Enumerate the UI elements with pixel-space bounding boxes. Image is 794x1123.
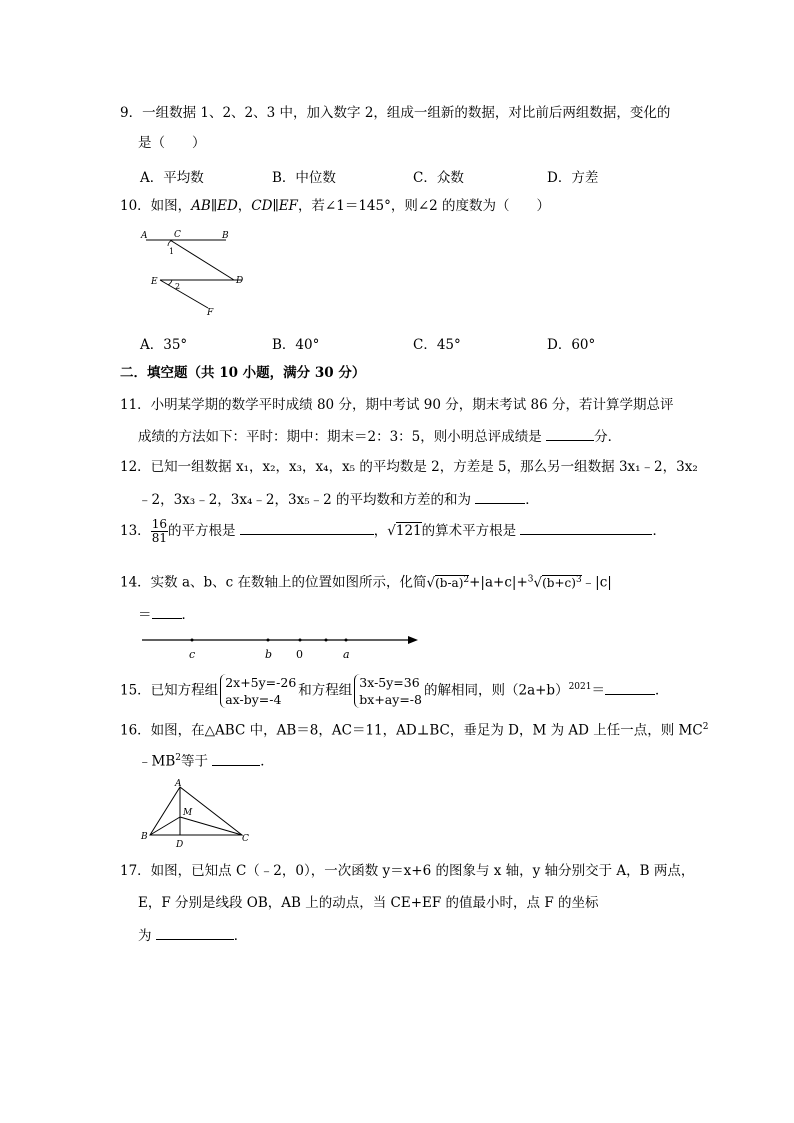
q9-option-b: B．中位数: [272, 170, 336, 186]
q16-line2: [138, 749, 274, 771]
q13-denominator: 81: [151, 531, 167, 545]
triangle-abc: [150, 787, 242, 835]
label-a: a: [343, 648, 350, 660]
label-e: E: [151, 277, 158, 287]
q9-option-c: C．众数: [413, 170, 464, 186]
label-m: M: [183, 808, 193, 818]
q15-mid: 和方程组: [298, 682, 353, 699]
q14-end: ．: [181, 607, 195, 623]
q15-sys2-eq2: bx+ay=-8: [359, 692, 422, 707]
q15-line: [120, 667, 668, 711]
label-angle-1: 1: [169, 247, 175, 256]
q14-cbrt: $^3√(b+c)^3$: [527, 574, 582, 591]
q16-line1: [120, 718, 708, 740]
q15-end: ．: [654, 682, 669, 699]
q14-equals: ＝: [138, 607, 152, 623]
q17-line3: [138, 925, 247, 945]
label-f: F: [207, 308, 214, 318]
q17-line2: E，F 分别是线段 OB，AB 上的动点，当 CE+EF 的值最小时，点 F 的坐标: [138, 895, 599, 911]
q16-line2-text: ﹣MB: [138, 753, 176, 770]
q15-exponent: 2021: [568, 682, 592, 692]
q17-line3-text: 为: [138, 928, 152, 944]
q16-figure: [138, 777, 258, 849]
point-a: [345, 639, 348, 642]
label-b: B: [222, 231, 229, 241]
q16-line2-text-2: 等于: [180, 753, 208, 770]
q14-number-line: [140, 630, 430, 660]
q10-figure: [138, 226, 258, 320]
q10-parallel-2: ∥: [272, 198, 279, 214]
q15-sys1-eq1: 2x+5y=-26: [225, 675, 297, 690]
label-b: B: [141, 832, 148, 842]
q14-answer-blank: [152, 604, 182, 619]
q14-line1: [120, 567, 612, 595]
angle-1-arc: [168, 240, 174, 246]
q13-end: ．: [652, 523, 666, 539]
q10-prefix: 10．如图，: [120, 198, 192, 214]
q14-sqrt-inner: (b-a): [435, 575, 464, 590]
q10-ed: ED: [217, 198, 238, 214]
q10-option-c: C．45°: [413, 337, 461, 353]
q13-radicand: 121: [395, 523, 422, 539]
label-c: c: [189, 648, 196, 660]
axis-arrow: [408, 636, 418, 644]
angle-2-arc: [168, 280, 172, 285]
q14-sqrt: $√(b-a)^2$: [426, 574, 470, 591]
q14-tail: ﹣|c|: [581, 574, 612, 591]
label-c: C: [174, 230, 181, 240]
q11-line1: 11．小明某学期的数学平时成绩 80 分，期中考试 90 分，期末考试 86 分，若计算学期总评: [120, 397, 674, 413]
q13-prefix: 13．: [120, 523, 151, 539]
q10-option-b: B．40°: [272, 337, 320, 353]
q16-text: 16．如图，在△ABC 中，AB＝8，AC＝11，AD⊥BC，垂足为 D，M 为 AD 上任一点，则 MC: [120, 722, 703, 739]
q10-stem: [120, 197, 550, 215]
q15-equals: ＝: [591, 682, 605, 699]
q15-system-2: [354, 674, 422, 708]
label-a: A: [141, 231, 148, 241]
q12-line2-text: ﹣2，3x₃﹣2，3x₄﹣2，3x₅﹣2 的平均数和方差的和为: [138, 492, 471, 508]
q12-line2-end: ．: [525, 492, 539, 508]
q10-option-a: A．35°: [140, 337, 188, 353]
label-c: C: [242, 834, 249, 844]
q16-exp-2: 2: [175, 753, 181, 763]
q14-text: 14．实数 a、b、c 在数轴上的位置如图所示，化简: [120, 574, 427, 591]
q15-prefix: 15．已知方程组: [120, 682, 219, 699]
section-2-title: 二．填空题（共 10 小题，满分 30 分）: [120, 365, 366, 381]
q13-fraction: [151, 518, 168, 545]
q11-line2-end: 分．: [594, 429, 622, 445]
q10-option-d: D．60°: [547, 337, 596, 353]
point-b: [267, 639, 270, 642]
q13-text-2: 的算术平方根是: [421, 523, 517, 539]
q11-line2: [138, 426, 621, 446]
q12-line1: 12．已知一组数据 x₁，x₂，x₃，x₄，x₅ 的平均数是 2，方差是 5，那么另一组数据 3x₁﹣2，3x₂: [120, 459, 698, 475]
q14-cbrt-index: 3: [527, 574, 534, 584]
q14-line2: [138, 604, 195, 624]
q13-answer-blank-1: [240, 520, 374, 535]
q16-answer-blank: [212, 751, 260, 766]
label-zero: 0: [296, 648, 303, 660]
label-angle-2: 2: [175, 282, 181, 291]
label-a: A: [175, 779, 182, 789]
q14-cbrt-exp: 3: [575, 574, 582, 585]
q15-suffix: 的解相同，则（2a+b）: [423, 682, 569, 699]
point-c: [191, 639, 194, 642]
q9-option-a: A．平均数: [140, 170, 204, 186]
q13-answer-blank-2: [520, 520, 652, 535]
q15-sys2-eq1: 3x-5y=36: [359, 675, 420, 690]
q10-parallel-1: ∥: [210, 198, 218, 214]
q10-sep: ，: [237, 198, 252, 214]
q16-line2-end: ．: [260, 753, 274, 770]
line-ef: [160, 280, 208, 308]
q9-line2: 是（ ）: [138, 135, 206, 151]
q14-sqrt-exp: 2: [463, 574, 470, 585]
q15-system-1: [220, 674, 296, 708]
q9-line1: 9．一组数据 1、2、2、3 中，加入数字 2，组成一组新的数据，对比前后两组数据，变化的: [120, 105, 671, 121]
q14-mid: +|a+c|+: [469, 574, 528, 591]
label-b: b: [265, 648, 273, 660]
q13-line: [120, 517, 666, 545]
q12-line2: [138, 489, 539, 509]
q10-rest: ，若∠1＝145°，则∠2 的度数为（ ）: [297, 198, 551, 214]
line-cd: [170, 240, 234, 280]
q12-answer-blank: [475, 489, 525, 504]
q11-line2-text: 成绩的方法如下：平时：期中：期末＝2：3：5，则小明总评成绩是: [138, 429, 542, 445]
q10-ab: AB: [191, 198, 211, 214]
tick-unit: [325, 639, 328, 642]
q15-answer-blank: [605, 680, 655, 695]
q10-cd: CD: [251, 198, 273, 214]
q17-answer-blank: [156, 925, 234, 940]
q13-text-1: 的平方根是: [167, 523, 236, 539]
point-zero: [299, 639, 302, 642]
label-d: D: [176, 840, 184, 849]
q16-exp-1: 2: [702, 722, 709, 732]
q17-line1: 17．如图，已知点 C（﹣2，0），一次函数 y＝x+6 的图象与 x 轴，y 轴分别交于 A，B 两点，: [120, 863, 695, 879]
segment-mb: [150, 817, 180, 835]
q17-line3-end: ．: [233, 928, 248, 944]
segment-mc: [180, 817, 242, 835]
q13-sep: ，: [373, 523, 388, 539]
q13-sqrt: √121: [387, 523, 422, 539]
q10-ef: EF: [278, 198, 298, 214]
q11-answer-blank: [546, 426, 594, 441]
q14-cbrt-inner: (b+c): [542, 575, 576, 590]
q15-sys1-eq2: ax-by=-4: [225, 692, 282, 707]
q13-numerator: 16: [151, 517, 167, 531]
q9-option-d: D．方差: [547, 170, 599, 186]
label-d: D: [236, 276, 244, 286]
